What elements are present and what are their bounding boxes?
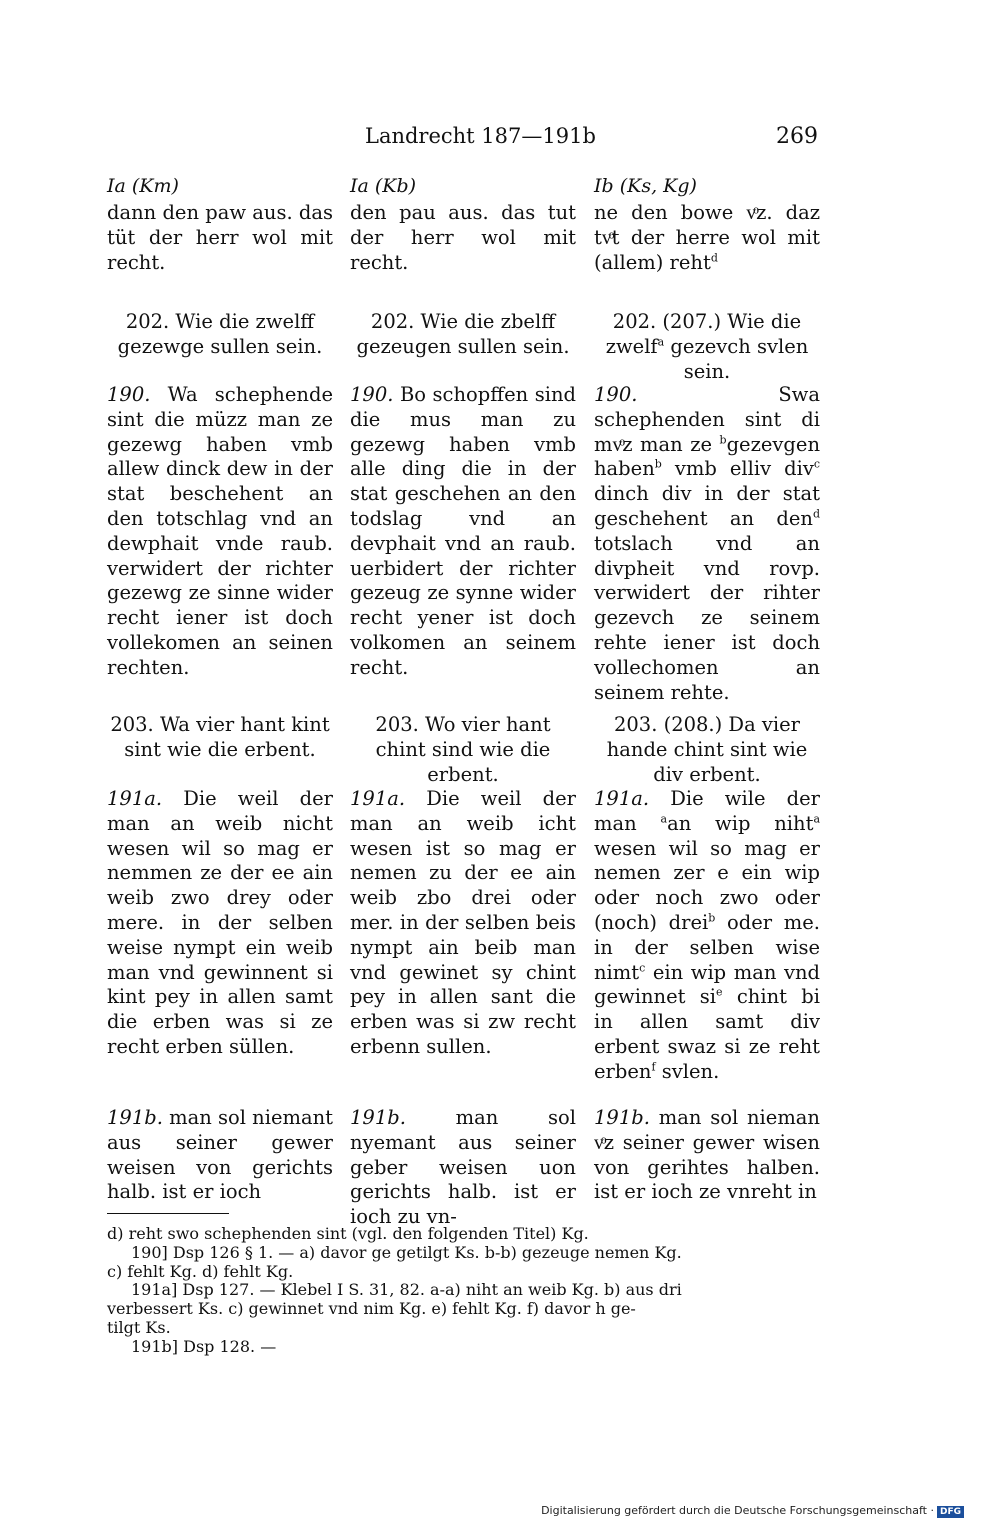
heading-203: 203. Wa vier hant kint sint wie die erbent. bbox=[110, 713, 330, 761]
article-190 bbox=[594, 383, 820, 705]
article-number: 191b. bbox=[107, 1106, 163, 1129]
article-text: man sol nyemant aus seiner geber weisen uon gerichts halb. ist er ioch zu vn- bbox=[350, 1106, 576, 1229]
article-text: Bo schopffen sind die mus man zu gezewg haben vmb alle ding die in der stat geschehen an den todslag vnd an devphait vnd an raub. uerbidert der richter gezeug ze synne wider recht yener ist doch volkomen an seinem recht. bbox=[350, 383, 577, 679]
carryover-text: den pau aus. das tut der herr wol mit recht. bbox=[350, 201, 576, 274]
footnote-marker: b bbox=[654, 457, 662, 471]
footnote-marker: b bbox=[708, 911, 716, 925]
text-segment: dinch div in der stat geschehent an den bbox=[594, 482, 820, 530]
column-siglum: Ia (Km) bbox=[107, 175, 179, 197]
text-segment: ne den bowe vͦz. daz tvͦt der herre wol mit (allem) reht bbox=[594, 201, 820, 274]
article-191a bbox=[350, 787, 576, 1060]
column-siglum: Ib (Ks, Kg) bbox=[594, 175, 697, 197]
text-segment: Swa schephenden sint di mvͦz man ze bbox=[594, 383, 820, 456]
article-number: 191a. bbox=[350, 787, 406, 810]
article-191b bbox=[350, 1106, 576, 1230]
footnote-line: verbessert Ks. c) gewinnet vnd nim Kg. e) fehlt Kg. f) davor h ge- bbox=[107, 1299, 636, 1319]
footnote-line: 191b] Dsp 128. — bbox=[131, 1336, 277, 1356]
text-segment: 202. (207.) Wie die zwelf bbox=[605, 310, 802, 358]
footnote-marker: f bbox=[651, 1060, 656, 1074]
footnote-line: tilgt Ks. bbox=[107, 1317, 171, 1337]
article-text: man sol niemant aus seiner gewer weisen von gerichts halb. ist er ioch bbox=[107, 1106, 334, 1204]
footnote-marker: a bbox=[660, 812, 668, 826]
article-191b bbox=[594, 1106, 820, 1205]
text-segment: oder me. in der selben wise nimt bbox=[594, 910, 820, 984]
text-segment: gezevgen haben bbox=[594, 432, 821, 481]
article-number: 191a. bbox=[594, 787, 650, 810]
footnote-line: d) reht swo schephenden sint (vgl. den folgenden Titel) Kg. bbox=[107, 1224, 589, 1243]
heading-202: 202. Wie die zwelff gezewge sullen sein. bbox=[117, 310, 323, 358]
carryover-text bbox=[594, 201, 820, 275]
text-segment: svlen. bbox=[661, 1059, 720, 1083]
column-siglum: Ia (Kb) bbox=[350, 175, 417, 197]
footnote-line: c) fehlt Kg. d) fehlt Kg. bbox=[107, 1261, 294, 1281]
text-segment: gezevch svlen sein. bbox=[670, 334, 809, 383]
article-191a bbox=[594, 787, 820, 1085]
article-191a bbox=[107, 787, 333, 1060]
article-191b bbox=[107, 1106, 333, 1205]
article-number: 190. bbox=[594, 383, 638, 406]
article-number: 191b. bbox=[350, 1106, 406, 1129]
article-number: 190. bbox=[350, 383, 394, 406]
article-number: 191b. bbox=[594, 1106, 650, 1129]
article-number: 190. bbox=[107, 383, 151, 406]
running-title: Landrecht 187—191b bbox=[365, 124, 596, 148]
article-text: Wa schephende sint die müzz man ze gezewg haben vmb allew dinck dew in der stat beschehent an den totschlag vnd an dewphait vnde raub. verwidert der richter gezewg ze sinne wider recht iener ist doch vollekomen an seinen rechten. bbox=[107, 383, 333, 679]
text-segment: chint bi in allen samt div erbent swaz si ze reht erben bbox=[594, 985, 821, 1083]
apparatus-footnotes bbox=[107, 1225, 823, 1357]
footnote-rule bbox=[107, 1213, 229, 1214]
article-text: Die weil der man an weib nicht wesen wil so mag er nemmen ze der ee ain weib zwo drey oder mere. in der selben weise nympt ein weib man vnd gewinnent si kint pey in allen samt die erben was si ze recht erben süllen. bbox=[107, 787, 334, 1058]
footnote-marker: a bbox=[657, 335, 665, 349]
footnote-marker: a bbox=[813, 812, 821, 826]
text-segment: vmb elliv div bbox=[674, 457, 814, 481]
article-number: 191a. bbox=[107, 787, 163, 810]
article-190 bbox=[350, 383, 576, 681]
page-number: 269 bbox=[776, 124, 818, 149]
text-segment: Die wile der man bbox=[594, 787, 821, 835]
heading-202 bbox=[594, 310, 820, 384]
text-segment: ein wip man vnd gewinnet si bbox=[594, 960, 821, 1009]
article-text: man sol nieman vͦz seiner gewer wisen von gerihtes halben. ist er ioch ze vnreht in bbox=[594, 1106, 820, 1204]
article-text: Die weil der man an weib icht wesen ist so mag er nemen zu der ee ain weib zbo drei oder mer. in der selben beis nympt ain beib man vnd gewinet sy chint pey in allen sant die erben was si zw recht erbenn sullen. bbox=[350, 787, 577, 1058]
text-segment: wesen wil so mag er nemen zer e ein wip oder noch zwo oder (noch) drei bbox=[594, 836, 820, 934]
text-segment: an wip niht bbox=[667, 811, 814, 835]
footnote-marker: e bbox=[716, 985, 723, 999]
footnote-line: 191a] Dsp 127. — Klebel I S. 31, 82. a-a) niht an weib Kg. b) aus dri bbox=[131, 1280, 682, 1300]
footnote-marker: b bbox=[719, 433, 727, 447]
footnote-marker: d bbox=[710, 251, 718, 265]
credit-text: Digitalisierung gefördert durch die Deutsche Forschungsgemeinschaft · bbox=[541, 1504, 934, 1517]
footnote-marker: d bbox=[812, 507, 820, 521]
footnote-marker: c bbox=[813, 457, 821, 471]
carryover-text: dann den paw aus. das tüt der herr wol mit recht. bbox=[107, 201, 333, 274]
heading-202: 202. Wie die zbelff gezeugen sullen sein. bbox=[356, 310, 570, 358]
text-segment: totslach vnd an divpheit vnd rovp. verwidert der rihter gezevch ze seinem rehte iener ist doch vollechomen an seinem rehte. bbox=[594, 531, 820, 704]
dfg-logo: DFG bbox=[937, 1506, 964, 1518]
digitization-credit bbox=[541, 1504, 964, 1518]
article-190 bbox=[107, 383, 333, 681]
heading-203: 203. (208.) Da vier hande chint sint wie div erbent. bbox=[606, 713, 808, 786]
footnote-line: 190] Dsp 126 § 1. — a) davor ge getilgt Ks. b-b) gezeuge nemen Kg. bbox=[131, 1242, 682, 1262]
footnote-marker: c bbox=[639, 961, 646, 975]
heading-203: 203. Wo vier hant chint sind wie die erbent. bbox=[375, 713, 551, 786]
